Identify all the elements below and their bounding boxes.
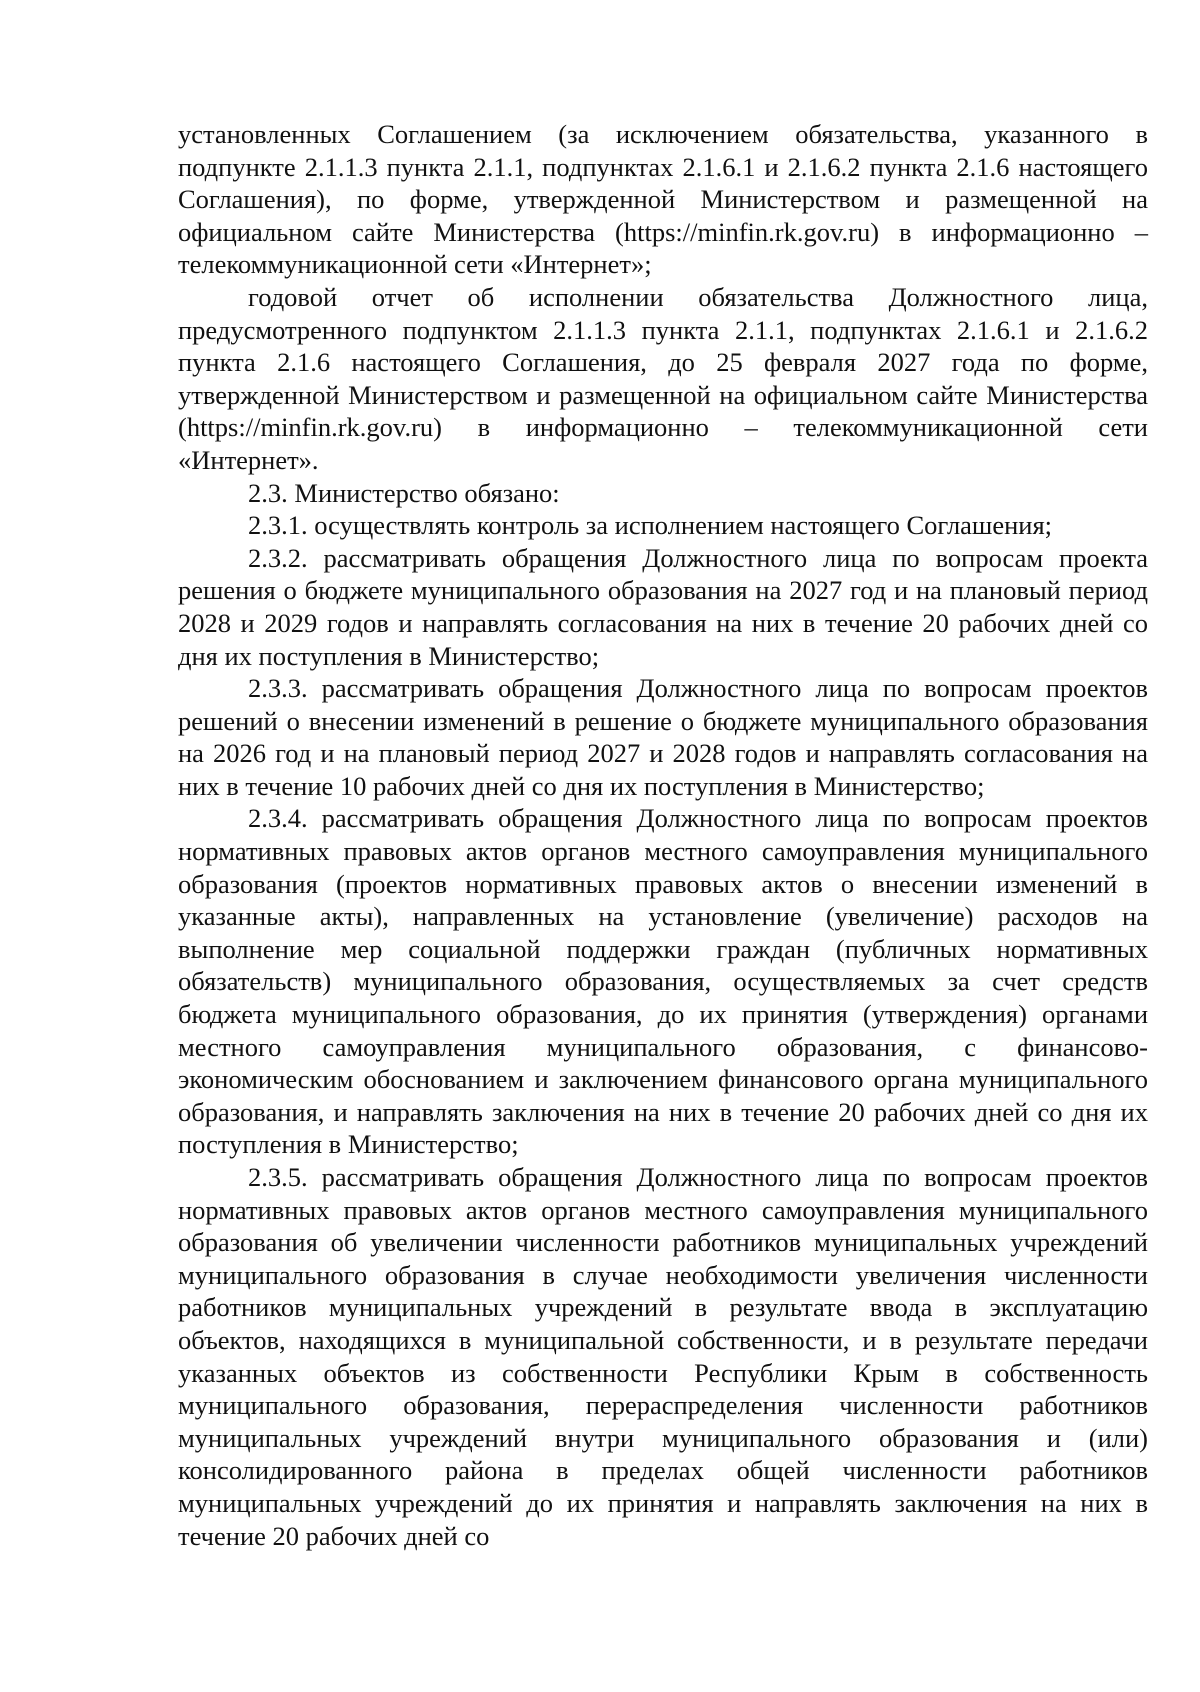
clause-2-3-3: 2.3.3. рассматривать обращения Должностного лица по вопросам проектов решений о внесении изменений в решение о бюджете муниципального образования на 2026 год и на плановый период 2027 и 2028 годов и направлять согласования на них в течение 10 рабочих дней со дня их поступления в Министерство; bbox=[178, 673, 1148, 801]
clause-2-3-2: 2.3.2. рассматривать обращения Должностного лица по вопросам проекта решения о бюджете муниципального образования на 2027 год и на плановый период 2028 и 2029 годов и направлять согласования на них в течение 20 рабочих дней со дня их поступления в Министерство; bbox=[178, 542, 1148, 671]
document-body bbox=[178, 118, 1148, 1552]
clause-2-3-5: 2.3.5. рассматривать обращения Должностного лица по вопросам проектов нормативных правовых актов органов местного самоуправления муниципального образования об увеличении численности работников муниципальных учреждений муниципального образования в случае необходимости увеличения численности работников муниципальных учреждений в результате ввода в эксплуатацию объектов, находящихся в муниципальной собственности, и в результате передачи указанных объектов из собственности Республики Крым в собственность муниципального образования, перераспределения численности работников муниципальных учреждений внутри муниципального образования и (или) консолидированного района в пределах общей численности работников муниципальных учреждений до их принятия и направлять заключения на них в течение 20 рабочих дней со bbox=[178, 1162, 1148, 1551]
clause-2-3-1: 2.3.1. осуществлять контроль за исполнением настоящего Соглашения; bbox=[248, 510, 1053, 541]
paragraph-reports-continued: установленных Соглашением (за исключением обязательства, указанного в подпункте 2.1.1.3 пункта 2.1.1, подпунктах 2.1.6.1 и 2.1.6.2 пункта 2.1.6 настоящего Соглашения), по форме, утвержденной Министерством и размещенной на официальном сайте Министерства (https://minfin.rk.gov.ru) в информационно – телекоммуникационной сети «Интернет»; bbox=[178, 119, 1148, 280]
clause-2-3-4: 2.3.4. рассматривать обращения Должностного лица по вопросам проектов нормативных правовых актов органов местного самоуправления муниципального образования (проектов нормативных правовых актов о внесении изменений в указанные акты), направленных на установление (увеличение) расходов на выполнение мер социальной поддержки граждан (публичных нормативных обязательств) муниципального образования, осуществляемых за счет средств бюджета муниципального образования, до их принятия (утверждения) органами местного самоуправления муниципального образования, с финансово-экономическим обоснованием и заключением финансового органа муниципального образования, и направлять заключения на них в течение 20 рабочих дней со дня их поступления в Министерство; bbox=[178, 803, 1148, 1160]
section-heading-2-3: 2.3. Министерство обязано: bbox=[248, 477, 560, 508]
paragraph-annual-report: годовой отчет об исполнении обязательства Должностного лица, предусмотренного подпунктом 2.1.1.3 пункта 2.1.1, подпунктах 2.1.6.1 и 2.1.6.2 пункта 2.1.6 настоящего Соглашения, до 25 февраля 2027 года по форме, утвержденной Министерством и размещенной на официальном сайте Министерства (https://minfin.rk.gov.ru) в информационно – телекоммуникационной сети «Интернет». bbox=[178, 281, 1148, 475]
